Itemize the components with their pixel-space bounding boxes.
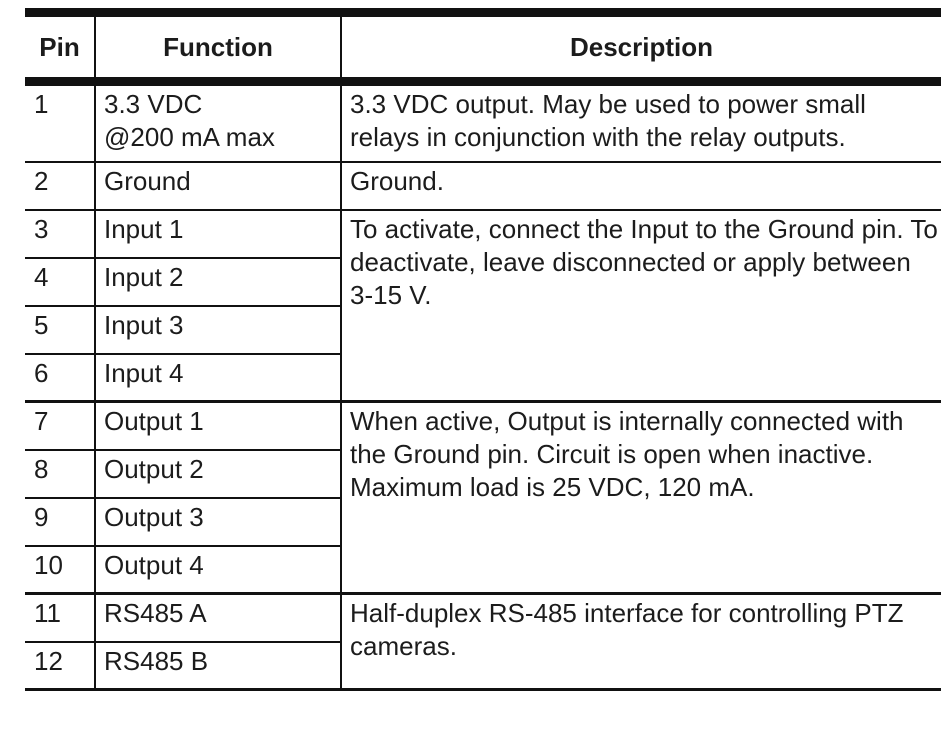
description-cell-rs485: Half-duplex RS-485 interface for controlling PTZ cameras.: [341, 594, 941, 690]
description-cell-power: 3.3 VDC output. May be used to power small relays in conjunction with the relay outputs.: [341, 82, 941, 162]
pin-cell: 2: [25, 162, 95, 210]
description-cell-outputs: When active, Output is internally connected with the Ground pin. Circuit is open when inactive. Maximum load is 25 VDC, 120 mA.: [341, 402, 941, 594]
table-row: [25, 82, 941, 162]
function-cell: Input 3: [95, 306, 341, 354]
function-cell: Input 2: [95, 258, 341, 306]
table-row: [25, 402, 941, 450]
function-line: 3.3 VDC: [104, 89, 203, 119]
table-header: [25, 13, 941, 82]
function-cell: [95, 82, 341, 162]
pin-cell: 7: [25, 402, 95, 450]
header-row: [25, 13, 941, 82]
description-cell-inputs: To activate, connect the Input to the Ground pin. To deactivate, leave disconnected or apply between 3-15 V.: [341, 210, 941, 402]
pin-cell: 11: [25, 594, 95, 642]
pin-cell: 12: [25, 642, 95, 690]
pin-cell: 8: [25, 450, 95, 498]
function-cell: Input 4: [95, 354, 341, 402]
header-description: Description: [341, 13, 941, 82]
pin-table: [25, 8, 941, 691]
pin-cell: 5: [25, 306, 95, 354]
function-cell: Ground: [95, 162, 341, 210]
table-row: [25, 210, 941, 258]
table-body: [25, 82, 941, 690]
header-function: Function: [95, 13, 341, 82]
function-cell: Output 2: [95, 450, 341, 498]
pin-cell: 10: [25, 546, 95, 594]
pin-cell: 1: [25, 82, 95, 162]
function-cell: Output 4: [95, 546, 341, 594]
function-line: @200 mA max: [104, 122, 275, 152]
function-cell: Output 1: [95, 402, 341, 450]
header-pin: Pin: [25, 13, 95, 82]
pin-cell: 9: [25, 498, 95, 546]
function-cell: RS485 A: [95, 594, 341, 642]
table-row: [25, 594, 941, 642]
function-cell: Output 3: [95, 498, 341, 546]
pin-cell: 4: [25, 258, 95, 306]
function-cell: RS485 B: [95, 642, 341, 690]
table-row: [25, 162, 941, 210]
description-cell-ground: Ground.: [341, 162, 941, 210]
function-cell: Input 1: [95, 210, 341, 258]
pin-cell: 6: [25, 354, 95, 402]
pin-cell: 3: [25, 210, 95, 258]
